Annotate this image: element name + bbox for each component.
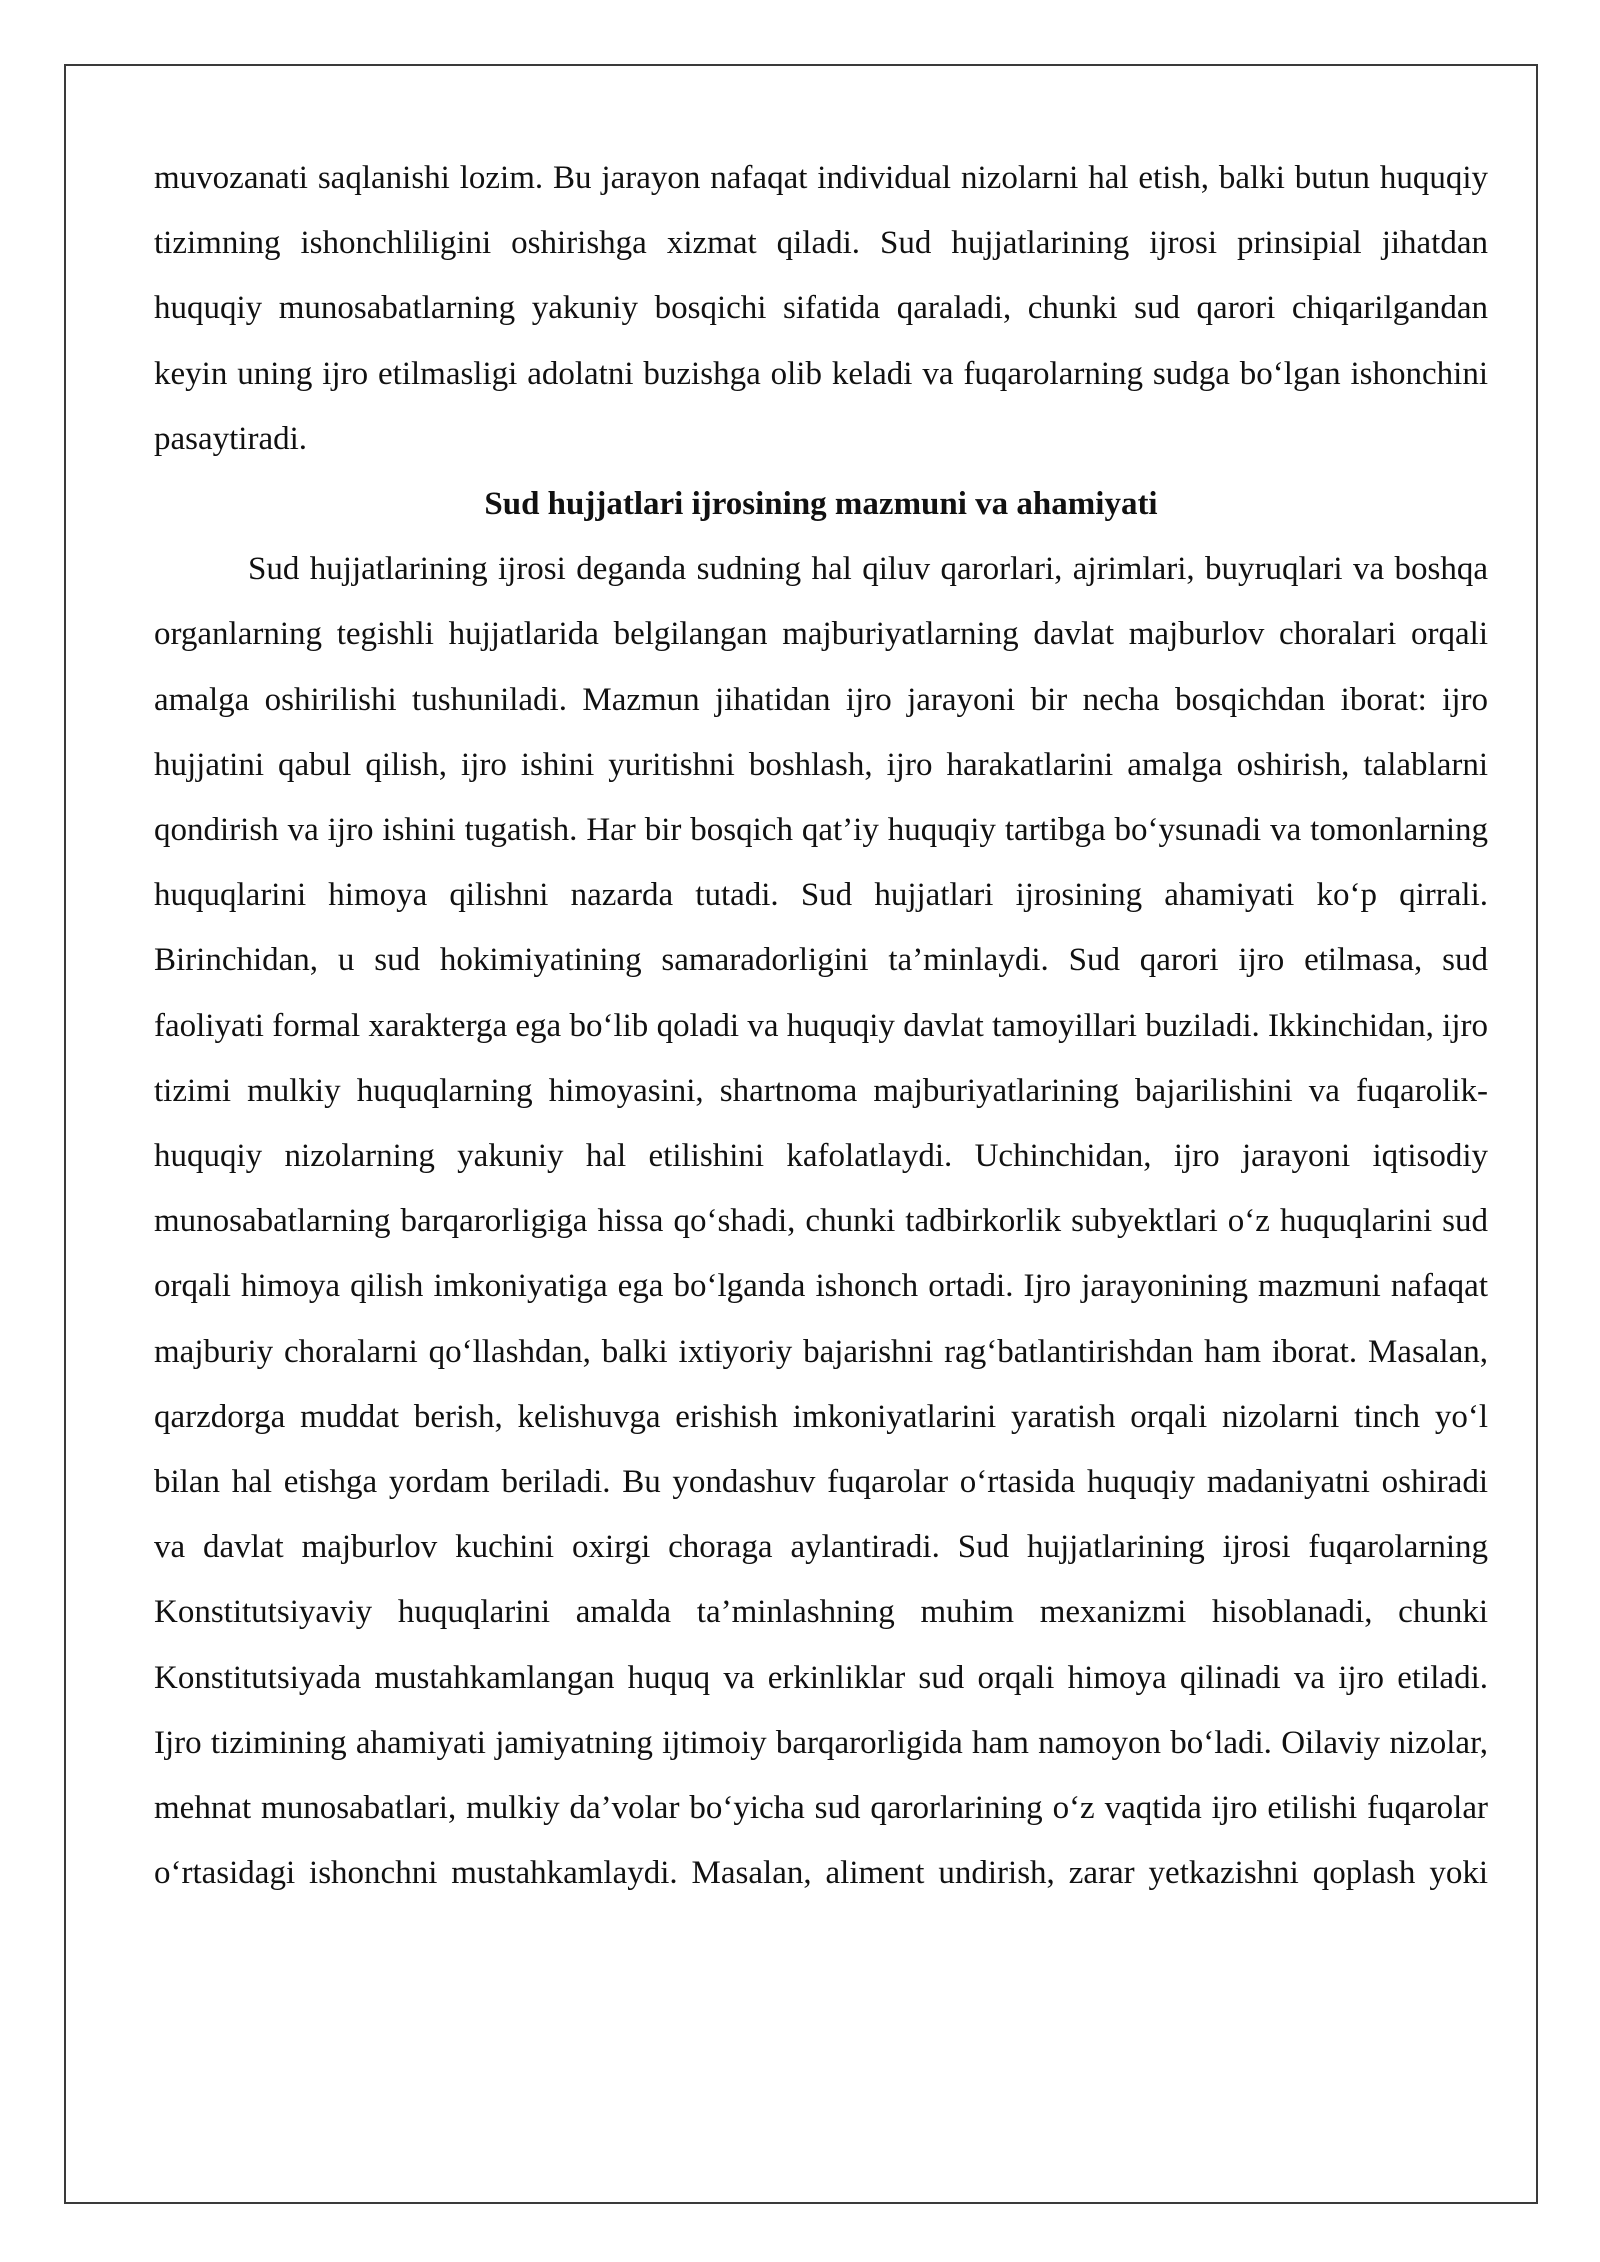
paragraph-main: Sud hujjatlarining ijrosi deganda sudning hal qiluv qarorlari, ajrimlari, buyruqlari va boshqa organlarning tegishli hujjatlarida belgilangan majburiyatlarning davlat majburlov choralari orqali amalga oshirilishi tushuniladi. Mazmun jihatidan ijro jarayoni bir necha bosqichdan iborat: ijro hujjatini qabul qilish, ijro ishini yuritishni boshlash, ijro harakatlarini amalga oshirish, talablarni qondirish va ijro ishini tugatish. Har bir bosqich qat’iy huquqiy tartibga bo‘ysunadi va tomonlarning huquqlarini himoya qilishni nazarda tutadi. Sud hujjatlari ijrosining ahamiyati ko‘p qirrali. Birinchidan, u sud hokimiyatining samaradorligini ta’minlaydi. Sud qarori ijro etilmasa, sud faoliyati formal xarakterga ega bo‘lib qoladi va huquqiy davlat tamoyillari buziladi. Ikkinchidan, ijro tizimi mulkiy huquqlarning himoyasini, shartnoma majburiyatlarining bajarilishini va fuqarolik-huquqiy nizolarning yakuniy hal etilishini kafolatlaydi. Uchinchidan, ijro jarayoni iqtisodiy munosabatlarning barqarorligiga hissa qo‘shadi, chunki tadbirkorlik subyektlari o‘z huquqlarini sud orqali himoya qilish imkoniyatiga ega bo‘lganda ishonch ortadi. Ijro jarayonining mazmuni nafaqat majburiy choralarni qo‘llashdan, balki ixtiyoriy bajarishni rag‘batlantirishdan ham iborat. Masalan, qarzdorga muddat berish, kelishuvga erishish imkoniyatlarini yaratish orqali nizolarni tinch yo‘l bilan hal etishga yordam beriladi. Bu yondashuv fuqarolar o‘rtasida huquqiy madaniyatni oshiradi va davlat majburlov kuchini oxirgi choraga aylantiradi. Sud hujjatlarining ijrosi fuqarolarning Konstitutsiyaviy huquqlarini amalda ta’minlashning muhim mexanizmi hisoblanadi, chunki Konstitutsiyada mustahkamlangan huquq va erkinliklar sud orqali himoya qilinadi va ijro etiladi. Ijro tizimining ahamiyati jamiyatning ijtimoiy barqarorligida ham namoyon bo‘ladi. Oilaviy nizolar, mehnat munosabatlari, mulkiy da’volar bo‘yicha sud qarorlarining o‘z vaqtida ijro etilishi fuqarolar o‘rtasidagi ishonchni mustahkamlaydi. Masalan, aliment undirish, zarar yetkazishni qoplash yoki [154, 551, 1488, 1892]
document-body [154, 146, 1488, 1906]
section-heading: Sud hujjatlari ijrosining mazmuni va ahamiyati [484, 486, 1158, 523]
paragraph-continuation: muvozanati saqlanishi lozim. Bu jarayon nafaqat individual nizolarni hal etish, balki butun huquqiy tizimning ishonchliligini oshirishga xizmat qiladi. Sud hujjatlarining ijrosi prinsipial jihatdan huquqiy munosabatlarning yakuniy bosqichi sifatida qaraladi, chunki sud qarori chiqarilgandan keyin uning ijro etilmasligi adolatni buzishga olib keladi va fuqarolarning sudga bo‘lgan ishonchini pasaytiradi. [154, 160, 1488, 457]
